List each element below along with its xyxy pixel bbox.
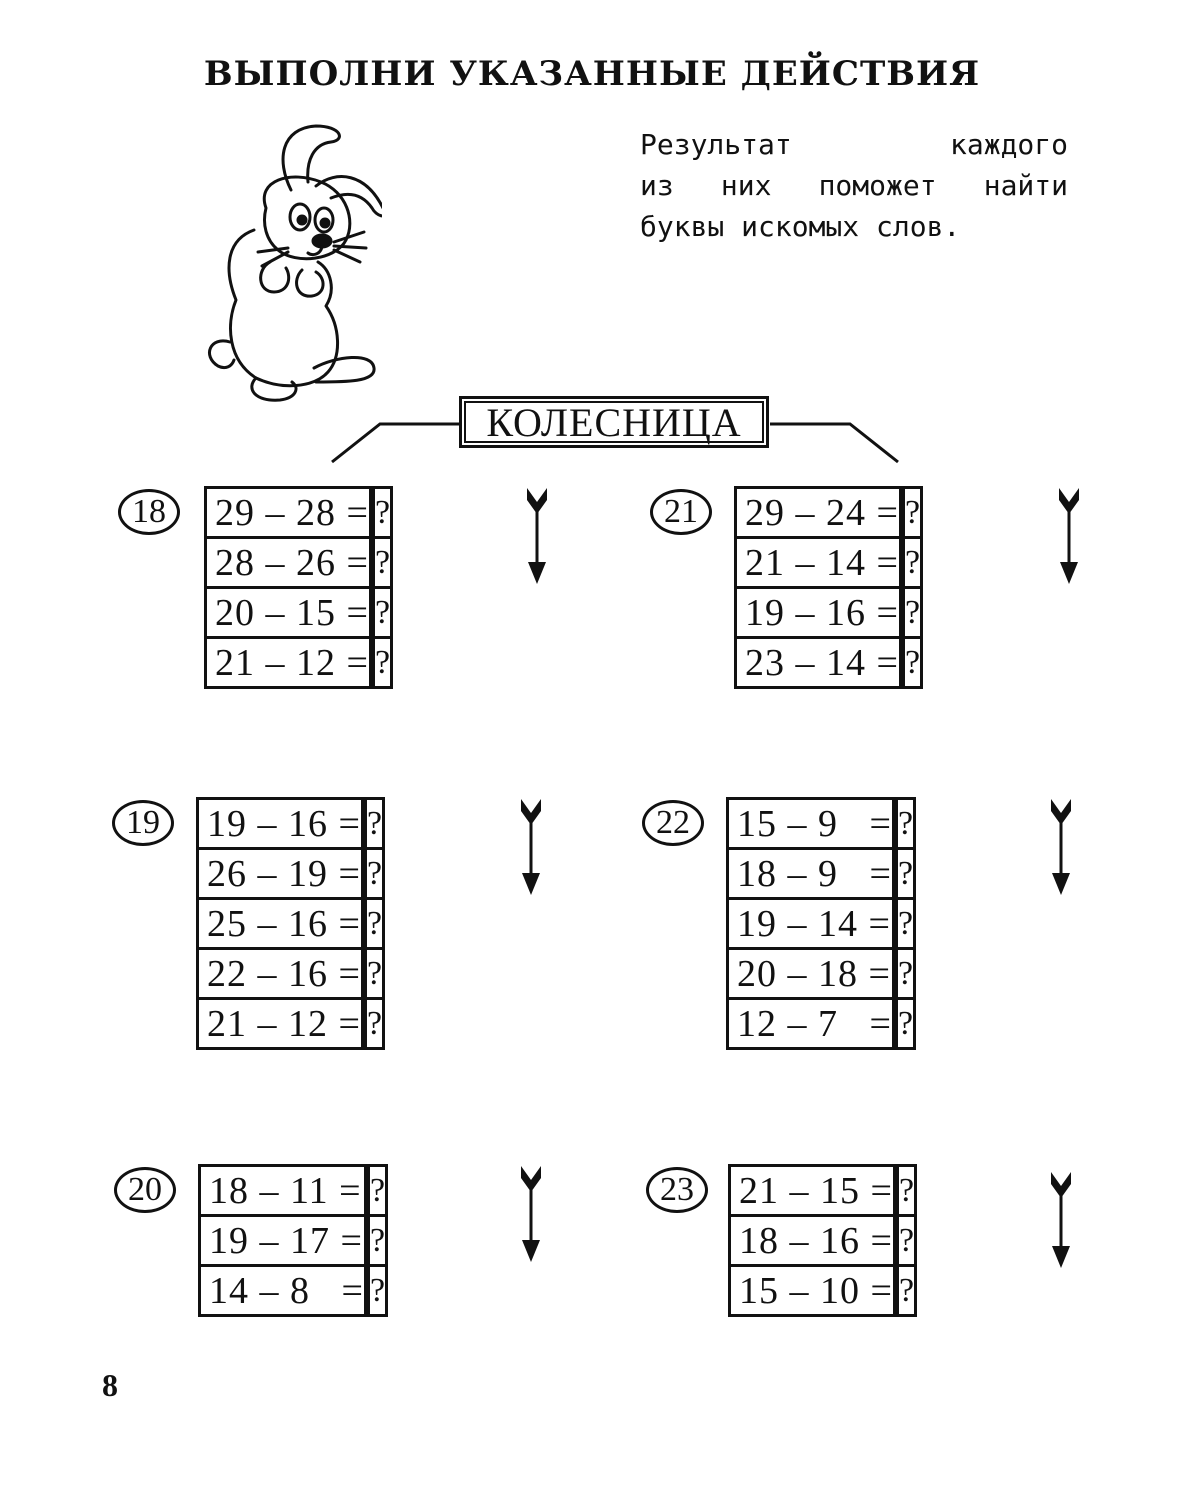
- letter-cell: ?: [903, 538, 921, 588]
- letter-cell: ?: [365, 799, 383, 849]
- equation-table: [198, 1164, 388, 1317]
- table-row: [198, 849, 384, 899]
- table-row: [728, 899, 915, 949]
- letter-cell: ?: [365, 899, 383, 949]
- table-row: [730, 1216, 916, 1266]
- equation-expression: 19 – 14 =: [728, 899, 894, 949]
- exercise-number: 18: [118, 489, 180, 535]
- letter-cell: ?: [373, 488, 391, 538]
- equation-expression: 22 – 16 =: [198, 949, 363, 999]
- equation-expression: 23 – 14 =: [736, 638, 901, 688]
- letter-cell: ?: [897, 1166, 915, 1216]
- exercise-number: 21: [650, 489, 712, 535]
- equation-expression: 15 – 9 =: [728, 799, 894, 849]
- letter-cell: ?: [373, 588, 391, 638]
- table-row: [736, 538, 922, 588]
- equation-expression: 19 – 17 =: [200, 1216, 366, 1266]
- letter-cell: ?: [897, 1266, 915, 1316]
- equation-expression: 20 – 18 =: [728, 949, 894, 999]
- equation-expression: 21 – 12 =: [206, 638, 371, 688]
- exercise-number: 22: [642, 800, 704, 846]
- intro-line: Результат каждого: [640, 128, 1068, 161]
- table-row: [730, 1166, 916, 1216]
- key-word-box: [459, 396, 769, 448]
- exercise-number: 19: [112, 800, 174, 846]
- down-arrow-icon: [1048, 797, 1074, 897]
- letter-cell: ?: [897, 1216, 915, 1266]
- equation-expression: 19 – 16 =: [198, 799, 363, 849]
- letter-cell: ?: [368, 1266, 386, 1316]
- letter-cell: ?: [368, 1216, 386, 1266]
- key-word: КОЛЕСНИЦА: [464, 401, 764, 443]
- table-row: [728, 949, 915, 999]
- table-row: [736, 588, 922, 638]
- letter-cell: ?: [373, 538, 391, 588]
- page-number: 8: [102, 1367, 118, 1403]
- table-row: [198, 949, 384, 999]
- equation-expression: 28 – 26 =: [206, 538, 371, 588]
- equation-expression: 19 – 16 =: [736, 588, 901, 638]
- equation-table: [734, 486, 923, 689]
- equation-expression: 12 – 7 =: [728, 999, 894, 1049]
- table-row: [198, 899, 384, 949]
- letter-cell: ?: [903, 488, 921, 538]
- letter-cell: ?: [903, 638, 921, 688]
- letter-cell: ?: [896, 949, 914, 999]
- table-row: [200, 1216, 387, 1266]
- equation-expression: 21 – 14 =: [736, 538, 901, 588]
- letter-cell: ?: [365, 949, 383, 999]
- letter-cell: ?: [896, 899, 914, 949]
- exercise-number: 23: [646, 1167, 708, 1213]
- equation-expression: 20 – 15 =: [206, 588, 371, 638]
- table-row: [736, 638, 922, 688]
- equation-expression: 18 – 9 =: [728, 849, 894, 899]
- equation-table: [204, 486, 393, 689]
- table-row: [728, 999, 915, 1049]
- table-row: [728, 849, 915, 899]
- letter-cell: ?: [896, 799, 914, 849]
- letter-cell: ?: [896, 849, 914, 899]
- letter-cell: ?: [896, 999, 914, 1049]
- letter-cell: ?: [903, 588, 921, 638]
- table-row: [206, 588, 392, 638]
- letter-cell: ?: [365, 849, 383, 899]
- letter-cell: ?: [365, 999, 383, 1049]
- down-arrow-icon: [518, 1164, 544, 1264]
- equation-table: [196, 797, 385, 1050]
- table-row: [728, 799, 915, 849]
- equation-table: [728, 1164, 917, 1317]
- equation-expression: 29 – 24 =: [736, 488, 901, 538]
- down-arrow-icon: [1056, 486, 1082, 586]
- table-row: [200, 1166, 387, 1216]
- equation-expression: 18 – 11 =: [200, 1166, 366, 1216]
- down-arrow-icon: [524, 486, 550, 586]
- intro-text: [640, 124, 1068, 247]
- table-row: [206, 538, 392, 588]
- down-arrow-icon: [1048, 1170, 1074, 1270]
- table-row: [736, 488, 922, 538]
- table-row: [198, 999, 384, 1049]
- equation-expression: 15 – 10 =: [730, 1266, 895, 1316]
- table-row: [206, 638, 392, 688]
- letter-cell: ?: [368, 1166, 386, 1216]
- intro-line: из них поможет найти: [640, 169, 1068, 202]
- hare-illustration: [196, 120, 382, 406]
- equation-expression: 26 – 19 =: [198, 849, 363, 899]
- table-row: [200, 1266, 387, 1316]
- equation-table: [726, 797, 916, 1050]
- equation-expression: 21 – 15 =: [730, 1166, 895, 1216]
- exercise-number: 20: [114, 1167, 176, 1213]
- equation-expression: 29 – 28 =: [206, 488, 371, 538]
- table-row: [198, 799, 384, 849]
- page-title: ВЫПОЛНИ УКАЗАННЫЕ ДЕЙСТВИЯ: [203, 54, 981, 94]
- equation-expression: 18 – 16 =: [730, 1216, 895, 1266]
- equation-expression: 14 – 8 =: [200, 1266, 366, 1316]
- letter-cell: ?: [373, 638, 391, 688]
- down-arrow-icon: [518, 797, 544, 897]
- table-row: [206, 488, 392, 538]
- equation-expression: 25 – 16 =: [198, 899, 363, 949]
- equation-expression: 21 – 12 =: [198, 999, 363, 1049]
- intro-line: буквы искомых слов.: [640, 210, 961, 243]
- table-row: [730, 1266, 916, 1316]
